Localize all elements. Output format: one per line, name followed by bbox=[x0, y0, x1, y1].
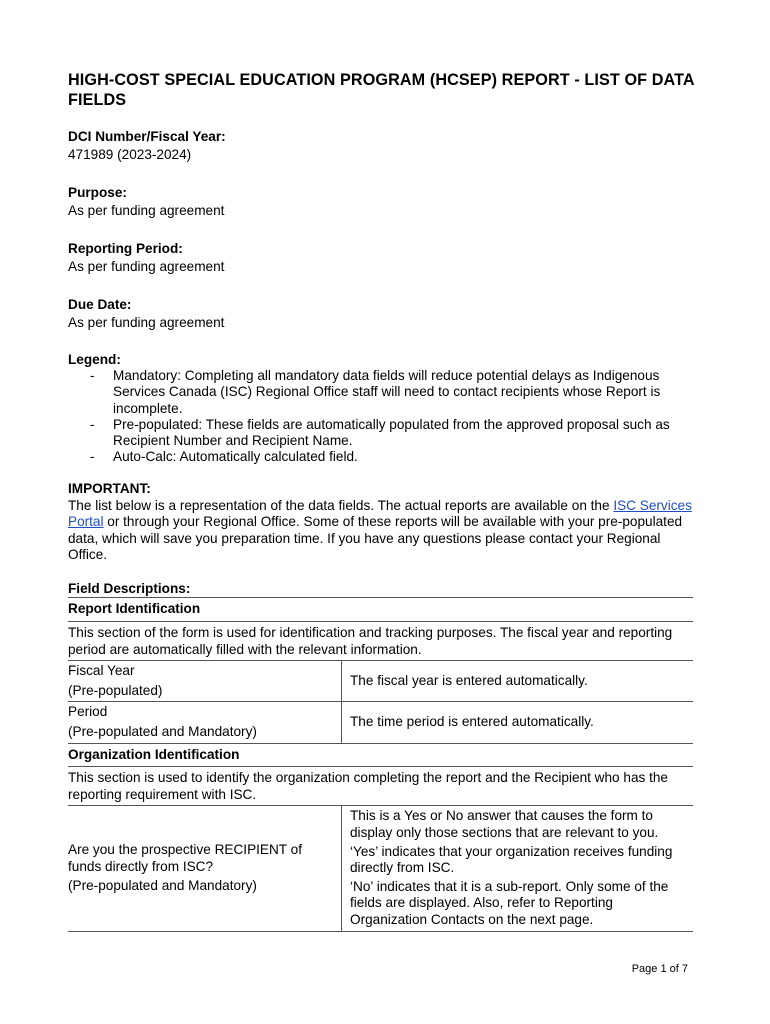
reporting-period-field bbox=[68, 240, 702, 276]
field-description: The fiscal year is entered automatically. bbox=[350, 673, 588, 689]
purpose-value: As per funding agreement bbox=[68, 203, 225, 218]
field-descriptions-title: Field Descriptions: bbox=[68, 581, 191, 597]
dci-field bbox=[68, 128, 702, 164]
section-description: This section is used to identify the organization completing the report and the Recipient who has the reporting requirement with ISC. bbox=[68, 767, 693, 806]
document-title: HIGH-COST SPECIAL EDUCATION PROGRAM (HCSEP) REPORT - LIST OF DATA FIELDS bbox=[68, 71, 695, 109]
field-name-cell bbox=[68, 806, 342, 931]
isc-services-portal-link[interactable]: ISC Services Portal bbox=[68, 497, 692, 530]
field-description-cell bbox=[342, 806, 694, 931]
legend-item-mandatory: - Mandatory: Completing all mandatory data fields will reduce potential delays as Indigenous Services Canada (ISC) Regional Office staff will need to contact recipients whose Report is incomplete. bbox=[90, 368, 702, 417]
important-text-start: The list below is a representation of the data fields. The actual reports are available on the bbox=[68, 497, 614, 513]
field-name-cell bbox=[68, 702, 342, 743]
legend bbox=[68, 352, 702, 465]
field-name: Are you the prospective RECIPIENT of funds directly from ISC? bbox=[68, 842, 302, 874]
field-name: Period bbox=[68, 704, 108, 720]
section-description-row bbox=[68, 622, 693, 661]
field-name: Fiscal Year bbox=[68, 663, 135, 679]
important-label: IMPORTANT: bbox=[68, 481, 151, 497]
page-number: Page 1 of 7 bbox=[631, 963, 688, 975]
section-heading-row bbox=[68, 743, 693, 767]
dci-value: 471989 (2023-2024) bbox=[68, 147, 192, 162]
due-date-field bbox=[68, 296, 702, 332]
field-descriptions-table bbox=[68, 597, 693, 931]
field-description: This is a Yes or No answer that causes the form to display only those sections that are relevant to you. bbox=[350, 808, 659, 840]
due-date-value: As per funding agreement bbox=[68, 315, 225, 330]
reporting-period-value: As per funding agreement bbox=[68, 259, 225, 274]
reporting-period-label: Reporting Period: bbox=[68, 241, 183, 256]
section-heading: Organization Identification bbox=[68, 743, 693, 767]
section-heading: Report Identification bbox=[68, 598, 693, 622]
due-date-label: Due Date: bbox=[68, 297, 132, 312]
section-heading-row bbox=[68, 598, 693, 622]
section-description-row bbox=[68, 767, 693, 806]
field-qualifier: (Pre-populated and Mandatory) bbox=[68, 878, 257, 894]
purpose-label: Purpose: bbox=[68, 185, 127, 200]
field-description-cell bbox=[342, 661, 694, 702]
field-qualifier: (Pre-populated and Mandatory) bbox=[68, 724, 257, 740]
important-note bbox=[68, 481, 702, 563]
important-text-end: or through your Regional Office. Some of these reports will be available with your pre-populated data, which will save you preparation time. If you have any questions please contact your Regional Office. bbox=[68, 514, 683, 563]
field-qualifier: (Pre-populated) bbox=[68, 682, 163, 698]
table-row bbox=[68, 702, 693, 743]
legend-item-pre-populated: - Pre-populated: These fields are automatically populated from the approved proposal such as Recipient Number and Recipient Name. bbox=[90, 417, 702, 449]
field-description: The time period is entered automatically. bbox=[350, 714, 594, 730]
section-description: This section of the form is used for identification and tracking purposes. The fiscal year and reporting period are automatically filled with the relevant information. bbox=[68, 622, 693, 661]
table-row bbox=[68, 661, 693, 702]
dci-label: DCI Number/Fiscal Year: bbox=[68, 129, 226, 144]
legend-label: Legend: bbox=[68, 352, 121, 367]
legend-list bbox=[68, 368, 702, 465]
purpose-field bbox=[68, 184, 702, 220]
field-name-cell bbox=[68, 661, 342, 702]
field-description: ‘Yes’ indicates that your organization receives funding directly from ISC. bbox=[350, 843, 673, 876]
field-description-cell bbox=[342, 702, 694, 743]
legend-item-auto-calc: - Auto-Calc: Automatically calculated field. bbox=[90, 449, 702, 465]
table-row bbox=[68, 806, 693, 931]
field-description: ‘No’ indicates that it is a sub-report. Only some of the fields are displayed. Also, refer to Reporting Organization Contacts on the next page. bbox=[350, 878, 669, 927]
